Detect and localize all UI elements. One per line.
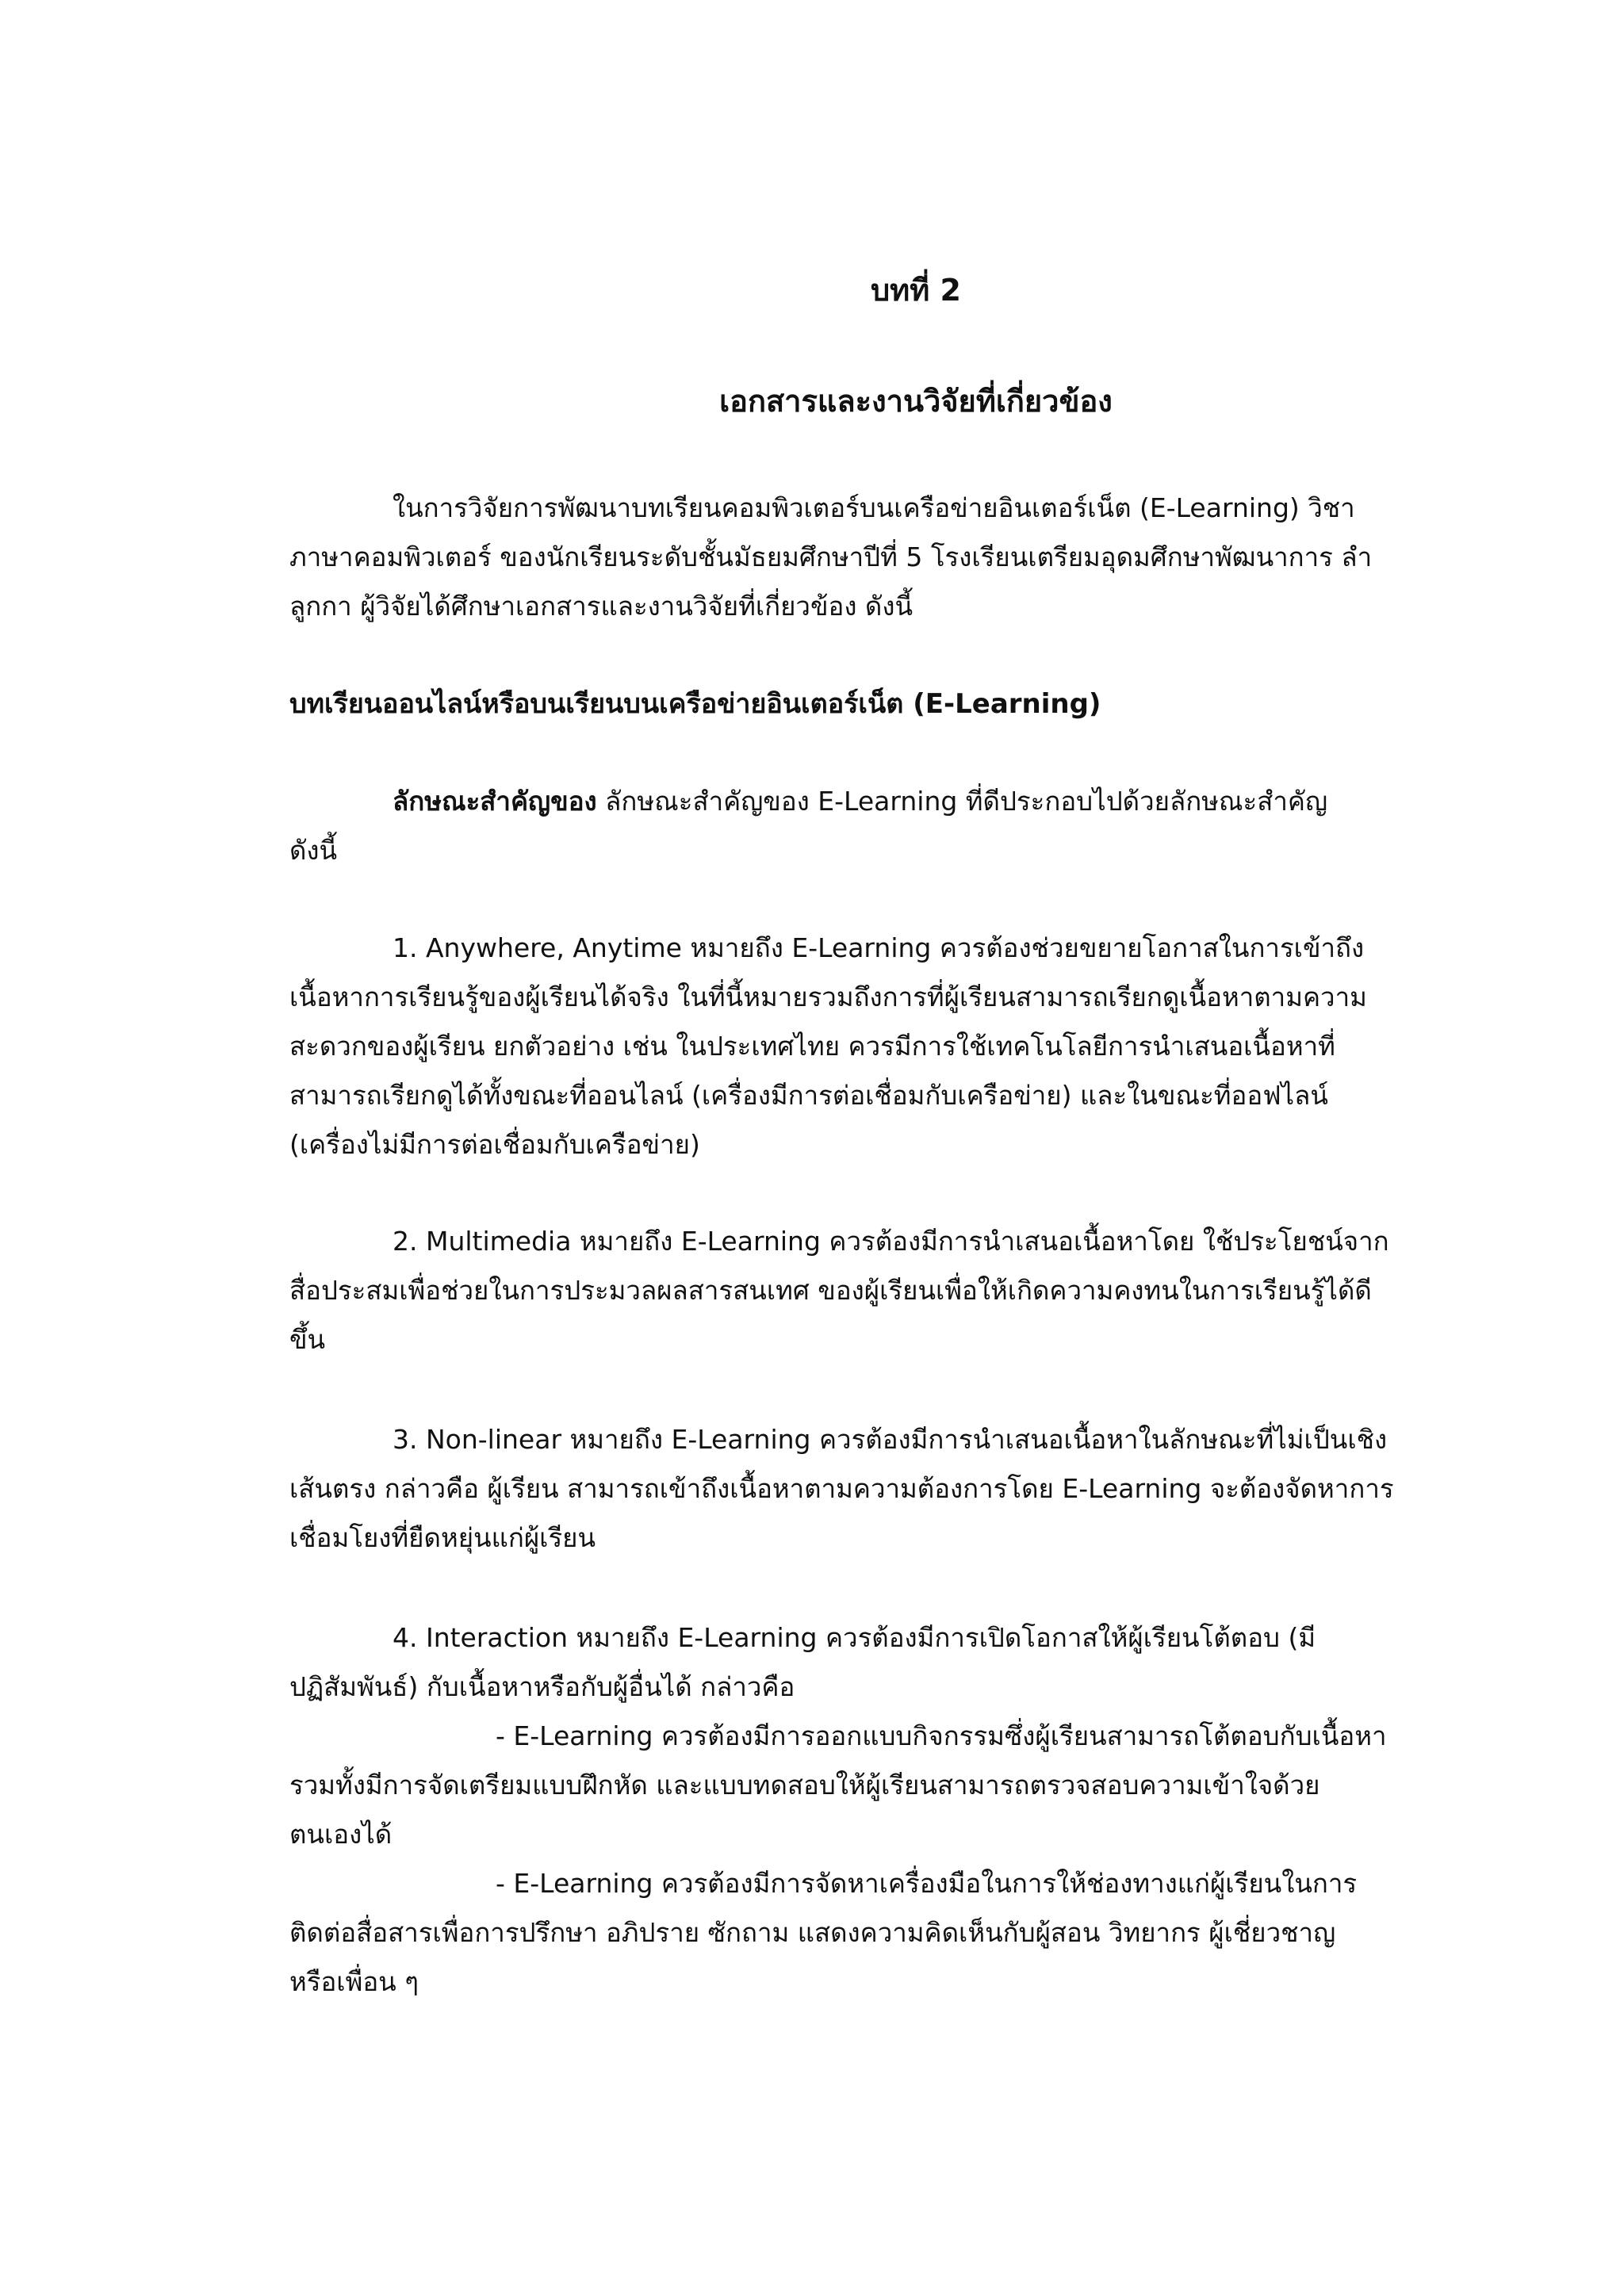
chapter-title: เอกสารและงานวิจัยที่เกี่ยวข้อง: [719, 384, 1113, 419]
section-heading: บทเรียนออนไลน์หรือบนเรียนบนเครือข่ายอินเตอร์เน็ต (E-Learning): [289, 688, 1101, 720]
sub-item-line: ติดต่อสื่อสารเพื่อการปรึกษา อภิปราย ซักถาม แสดงความคิดเห็นกับผู้สอน วิทยากร ผู้เชี่ยวชาญ: [289, 1917, 1336, 1948]
sub-item-line: ตนเองได้: [289, 1819, 393, 1850]
item-line: สะดวกของผู้เรียน ยกตัวอย่าง เช่น ในประเทศไทย ควรมีการใช้เทคโนโลยีการนำเสนอเนื้อหาที่: [289, 1031, 1335, 1062]
list-item-multimedia: [289, 1217, 1415, 1364]
characteristics-line: ดังนี้: [289, 835, 338, 866]
item-line: 2. Multimedia หมายถึง E-Learning ควรต้องมีการนำเสนอเนื้อหาโดย ใช้ประโยชน์จาก: [393, 1226, 1389, 1257]
item-line: เนื้อหาการเรียนรู้ของผู้เรียนได้จริง ในที่นี้หมายรวมถึงการที่ผู้เรียนสามารถเรียกดูเนื้อหาตามความ: [289, 982, 1367, 1012]
list-item-anywhere: [289, 924, 1415, 1169]
characteristics-line: [289, 777, 1415, 826]
item-line: สามารถเรียกดูได้ทั้งขณะที่ออนไลน์ (เครื่องมีการต่อเชื่อมกับเครือข่าย) และในขณะที่ออฟไลน์: [289, 1080, 1328, 1111]
item-line: 1. Anywhere, Anytime หมายถึง E-Learning ควรต้องช่วยขยายโอกาสในการเข้าถึง: [393, 932, 1365, 963]
item-line: สื่อประสมเพื่อช่วยในการประมวลผลสารสนเทศ ของผู้เรียนเพื่อให้เกิดความคงทนในการเรียนรู้ได้ดี: [289, 1275, 1372, 1306]
item-line: ขึ้น: [289, 1324, 326, 1355]
item-line: ปฏิสัมพันธ์) กับเนื้อหาหรือกับผู้อื่นได้ กล่าวคือ: [289, 1671, 795, 1702]
intro-paragraph: [289, 484, 1415, 631]
item-line: 4. Interaction หมายถึง E-Learning ควรต้องมีการเปิดโอกาสให้ผู้เรียนโต้ตอบ (มี: [393, 1622, 1316, 1653]
chapter-number: บทที่ 2: [871, 273, 961, 308]
characteristics-paragraph: [289, 777, 1415, 875]
item-line: (เครื่องไม่มีการต่อเชื่อมกับเครือข่าย): [289, 1129, 700, 1160]
characteristics-lead-rest: ลักษณะสำคัญของ E-Learning ที่ดีประกอบไปด้วยลักษณะสำคัญ: [596, 786, 1328, 817]
intro-line: ลูกกา ผู้วิจัยได้ศึกษาเอกสารและงานวิจัยที่เกี่ยวข้อง ดังนี้: [289, 591, 914, 622]
intro-line: ในการวิจัยการพัฒนาบทเรียนคอมพิวเตอร์บนเครือข่ายอินเตอร์เน็ต (E-Learning) วิชา: [393, 492, 1355, 523]
sub-item-line: หรือเพื่อน ๆ: [289, 1966, 419, 1997]
sub-item-line: - E-Learning ควรต้องมีการออกแบบกิจกรรมซึ่งผู้เรียนสามารถโต้ตอบกับเนื้อหา: [496, 1720, 1387, 1751]
characteristics-lead: ลักษณะสำคัญของ: [393, 786, 597, 817]
list-item-non-linear: [289, 1415, 1415, 1563]
intro-line: ภาษาคอมพิวเตอร์ ของนักเรียนระดับชั้นมัธยมศึกษาปีที่ 5 โรงเรียนเตรียมอุดมศึกษาพัฒนาการ ลำ: [289, 541, 1373, 572]
sub-item-line: - E-Learning ควรต้องมีการจัดหาเครื่องมือในการให้ช่องทางแก่ผู้เรียนในการ: [496, 1868, 1358, 1899]
item-line: เชื่อมโยงที่ยืดหยุ่นแก่ผู้เรียน: [289, 1522, 596, 1553]
item-line: เส้นตรง กล่าวคือ ผู้เรียน สามารถเข้าถึงเนื้อหาตามความต้องการโดย E-Learning จะต้องจัดหาการ: [289, 1473, 1394, 1504]
sub-item-line: รวมทั้งมีการจัดเตรียมแบบฝึกหัด และแบบทดสอบให้ผู้เรียนสามารถตรวจสอบความเข้าใจด้วย: [289, 1770, 1320, 1800]
item-line: 3. Non-linear หมายถึง E-Learning ควรต้องมีการนำเสนอเนื้อหาในลักษณะที่ไม่เป็นเชิง: [393, 1424, 1388, 1455]
list-item-interaction: [289, 1613, 1415, 2007]
